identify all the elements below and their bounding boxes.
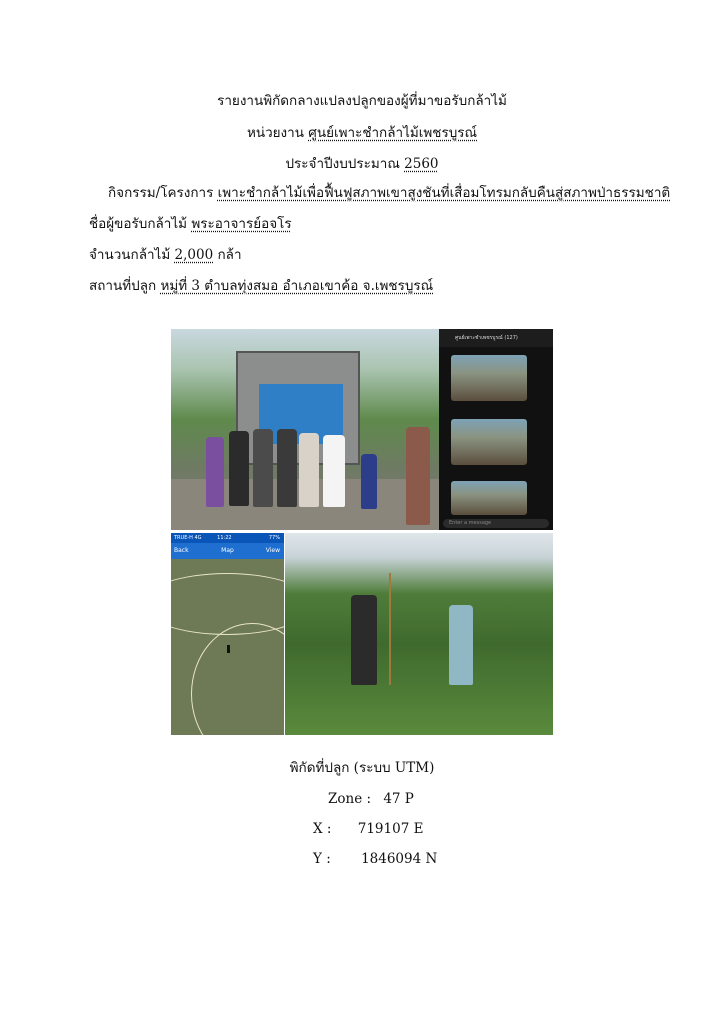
person (323, 435, 345, 507)
activity-label: กิจกรรม/โครงการ (108, 185, 214, 201)
measuring-pole (389, 573, 391, 685)
unit-line (0, 124, 724, 142)
unit-label: หน่วยงาน (246, 125, 304, 141)
recipient-value: พระอาจารย์อจโร (191, 216, 292, 232)
recipient-label: ชื่อผู้ขอรับกล้าไม้ (89, 216, 188, 232)
group-photo-truck (171, 329, 439, 530)
chat-photo (451, 355, 527, 401)
x-value: 719107 E (357, 821, 424, 837)
person (206, 437, 224, 507)
activity-line (108, 184, 670, 202)
time-text: 11:22 (217, 535, 232, 541)
person (361, 454, 377, 509)
location-value: หมู่ที่ 3 ตำบลทุ่งสมอ อำเภอเขาค้อ จ.เพชรบูรณ์ (160, 278, 434, 294)
quantity-unit: กล้า (217, 247, 242, 263)
quantity-label: จำนวนกล้าไม้ (89, 247, 171, 263)
location-label: สถานที่ปลูก (89, 278, 157, 294)
battery-text: 77% (268, 535, 280, 541)
zone-label: Zone : (328, 791, 372, 807)
quantity-line (89, 246, 242, 264)
unit-value: ศูนย์เพาะชำกล้าไม้เพชรบูรณ์ (308, 125, 478, 141)
map-screenshot (171, 533, 284, 735)
view-button[interactable]: View (265, 547, 280, 554)
back-button[interactable]: Back (174, 547, 189, 554)
map-nav-bar (171, 543, 284, 559)
map-pin-icon (227, 645, 230, 653)
person (449, 605, 473, 685)
location-line (89, 277, 433, 295)
chat-input: Enter a message (443, 519, 549, 528)
zone-row (328, 790, 414, 808)
chat-header: ศูนย์เพาะชำเพชรบูรณ์ (127) (439, 329, 553, 347)
y-value: 1846094 N (361, 851, 438, 867)
fiscal-year-line (0, 155, 724, 173)
person (277, 429, 297, 507)
person (253, 429, 273, 507)
phone-status-bar (171, 533, 284, 543)
x-label: X : (313, 821, 332, 837)
person (351, 595, 377, 685)
carrier-text: TRUE-H 4G (174, 535, 202, 541)
fiscal-year-value: 2560 (404, 156, 439, 172)
quantity-value: 2,000 (174, 247, 214, 263)
field-photo (285, 533, 553, 735)
map-road (191, 623, 284, 735)
map-title: Map (221, 547, 234, 554)
chat-photo (451, 419, 527, 465)
person (299, 433, 319, 507)
report-title: รายงานพิกัดกลางแปลงปลูกของผู้ที่มาขอรับกล้าไม้ (217, 93, 507, 109)
zone-value: 47 P (383, 791, 414, 807)
recipient-line (89, 215, 292, 233)
x-row (313, 820, 423, 838)
chat-photo (451, 481, 527, 515)
fiscal-year-label: ประจำปีงบประมาณ (285, 156, 400, 172)
coordinates-title: พิกัดที่ปลูก (ระบบ UTM) (289, 760, 435, 776)
person (406, 427, 430, 525)
person (229, 431, 249, 506)
y-row (313, 850, 437, 868)
y-label: Y : (313, 851, 331, 867)
activity-value: เพาะชำกล้าไม้เพื่อฟื้นฟูสภาพเขาสูงชันที่เสื่อมโทรมกลับคืนสู่สภาพป่าธรรมชาติ (217, 185, 671, 201)
chat-screenshot (439, 329, 553, 530)
